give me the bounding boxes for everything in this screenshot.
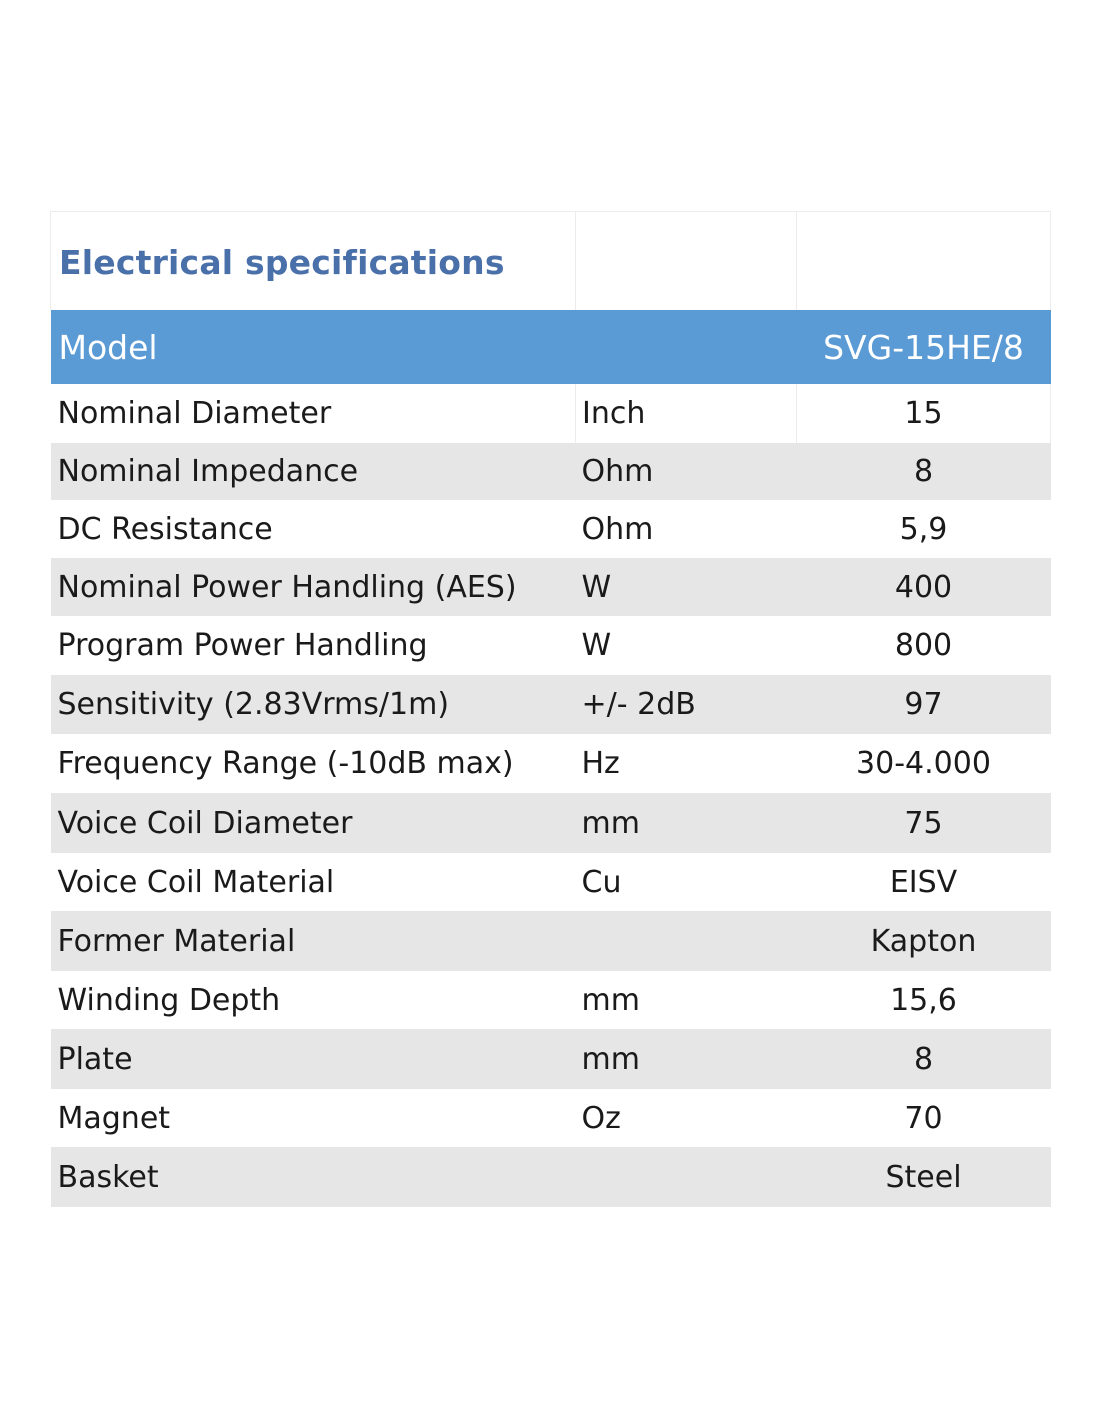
table-row: [51, 1089, 1051, 1147]
spec-parameter: Voice Coil Diameter: [51, 793, 576, 853]
table-row: [51, 558, 1051, 616]
spec-value: 8: [797, 1029, 1051, 1089]
table-row: [51, 500, 1051, 558]
spec-unit: mm: [576, 1029, 797, 1089]
spec-value: 30-4.000: [797, 734, 1051, 793]
spec-value: Steel: [797, 1147, 1051, 1207]
spec-unit: W: [576, 616, 797, 675]
table-row: [51, 675, 1051, 734]
spec-unit: mm: [576, 793, 797, 853]
spec-parameter: Nominal Impedance: [51, 443, 576, 500]
model-unit-cell: [576, 310, 797, 384]
spec-parameter: Magnet: [51, 1089, 576, 1147]
spec-parameter: Frequency Range (-10dB max): [51, 734, 576, 793]
spec-unit: Hz: [576, 734, 797, 793]
spec-unit: [576, 911, 797, 971]
spec-unit: Ohm: [576, 443, 797, 500]
spec-unit: +/- 2dB: [576, 675, 797, 734]
spec-parameter: Basket: [51, 1147, 576, 1207]
spec-parameter: Nominal Diameter: [51, 384, 576, 443]
spec-unit: Inch: [576, 384, 797, 443]
table-row: [51, 443, 1051, 500]
table-row: [51, 793, 1051, 853]
electrical-specifications-table: [50, 211, 1051, 1207]
spec-parameter: Program Power Handling: [51, 616, 576, 675]
spec-unit: Ohm: [576, 500, 797, 558]
table-row: [51, 384, 1051, 443]
spec-parameter: Sensitivity (2.83Vrms/1m): [51, 675, 576, 734]
table-row: [51, 616, 1051, 675]
spec-value: 15,6: [797, 971, 1051, 1029]
spec-unit: Cu: [576, 853, 797, 911]
spec-value: 75: [797, 793, 1051, 853]
spec-parameter: Winding Depth: [51, 971, 576, 1029]
spec-value: 70: [797, 1089, 1051, 1147]
spec-parameter: Voice Coil Material: [51, 853, 576, 911]
spec-unit: [576, 1147, 797, 1207]
model-header-row: [51, 310, 1051, 384]
spec-value: 15: [797, 384, 1051, 443]
model-label: Model: [51, 310, 576, 384]
spec-unit: Oz: [576, 1089, 797, 1147]
spec-value: Kapton: [797, 911, 1051, 971]
spec-parameter: Plate: [51, 1029, 576, 1089]
model-name: SVG-15HE/8: [797, 310, 1051, 384]
spec-value: 800: [797, 616, 1051, 675]
table-title-row: [51, 212, 1051, 311]
table-row: [51, 734, 1051, 793]
spec-value: 5,9: [797, 500, 1051, 558]
spec-value: 97: [797, 675, 1051, 734]
table-row: [51, 1147, 1051, 1207]
spec-parameter: Nominal Power Handling (AES): [51, 558, 576, 616]
spec-value: 8: [797, 443, 1051, 500]
spec-unit: W: [576, 558, 797, 616]
title-empty-cell: [797, 212, 1051, 311]
title-cell: [51, 212, 576, 311]
title-empty-cell: [576, 212, 797, 311]
table-title: Electrical specifications: [59, 242, 505, 282]
spec-value: EISV: [797, 853, 1051, 911]
spec-unit: mm: [576, 971, 797, 1029]
spec-parameter: Former Material: [51, 911, 576, 971]
spec-rows: [51, 384, 1051, 1207]
table-row: [51, 911, 1051, 971]
table-row: [51, 1029, 1051, 1089]
spec-parameter: DC Resistance: [51, 500, 576, 558]
spec-value: 400: [797, 558, 1051, 616]
table-row: [51, 853, 1051, 911]
table-row: [51, 971, 1051, 1029]
